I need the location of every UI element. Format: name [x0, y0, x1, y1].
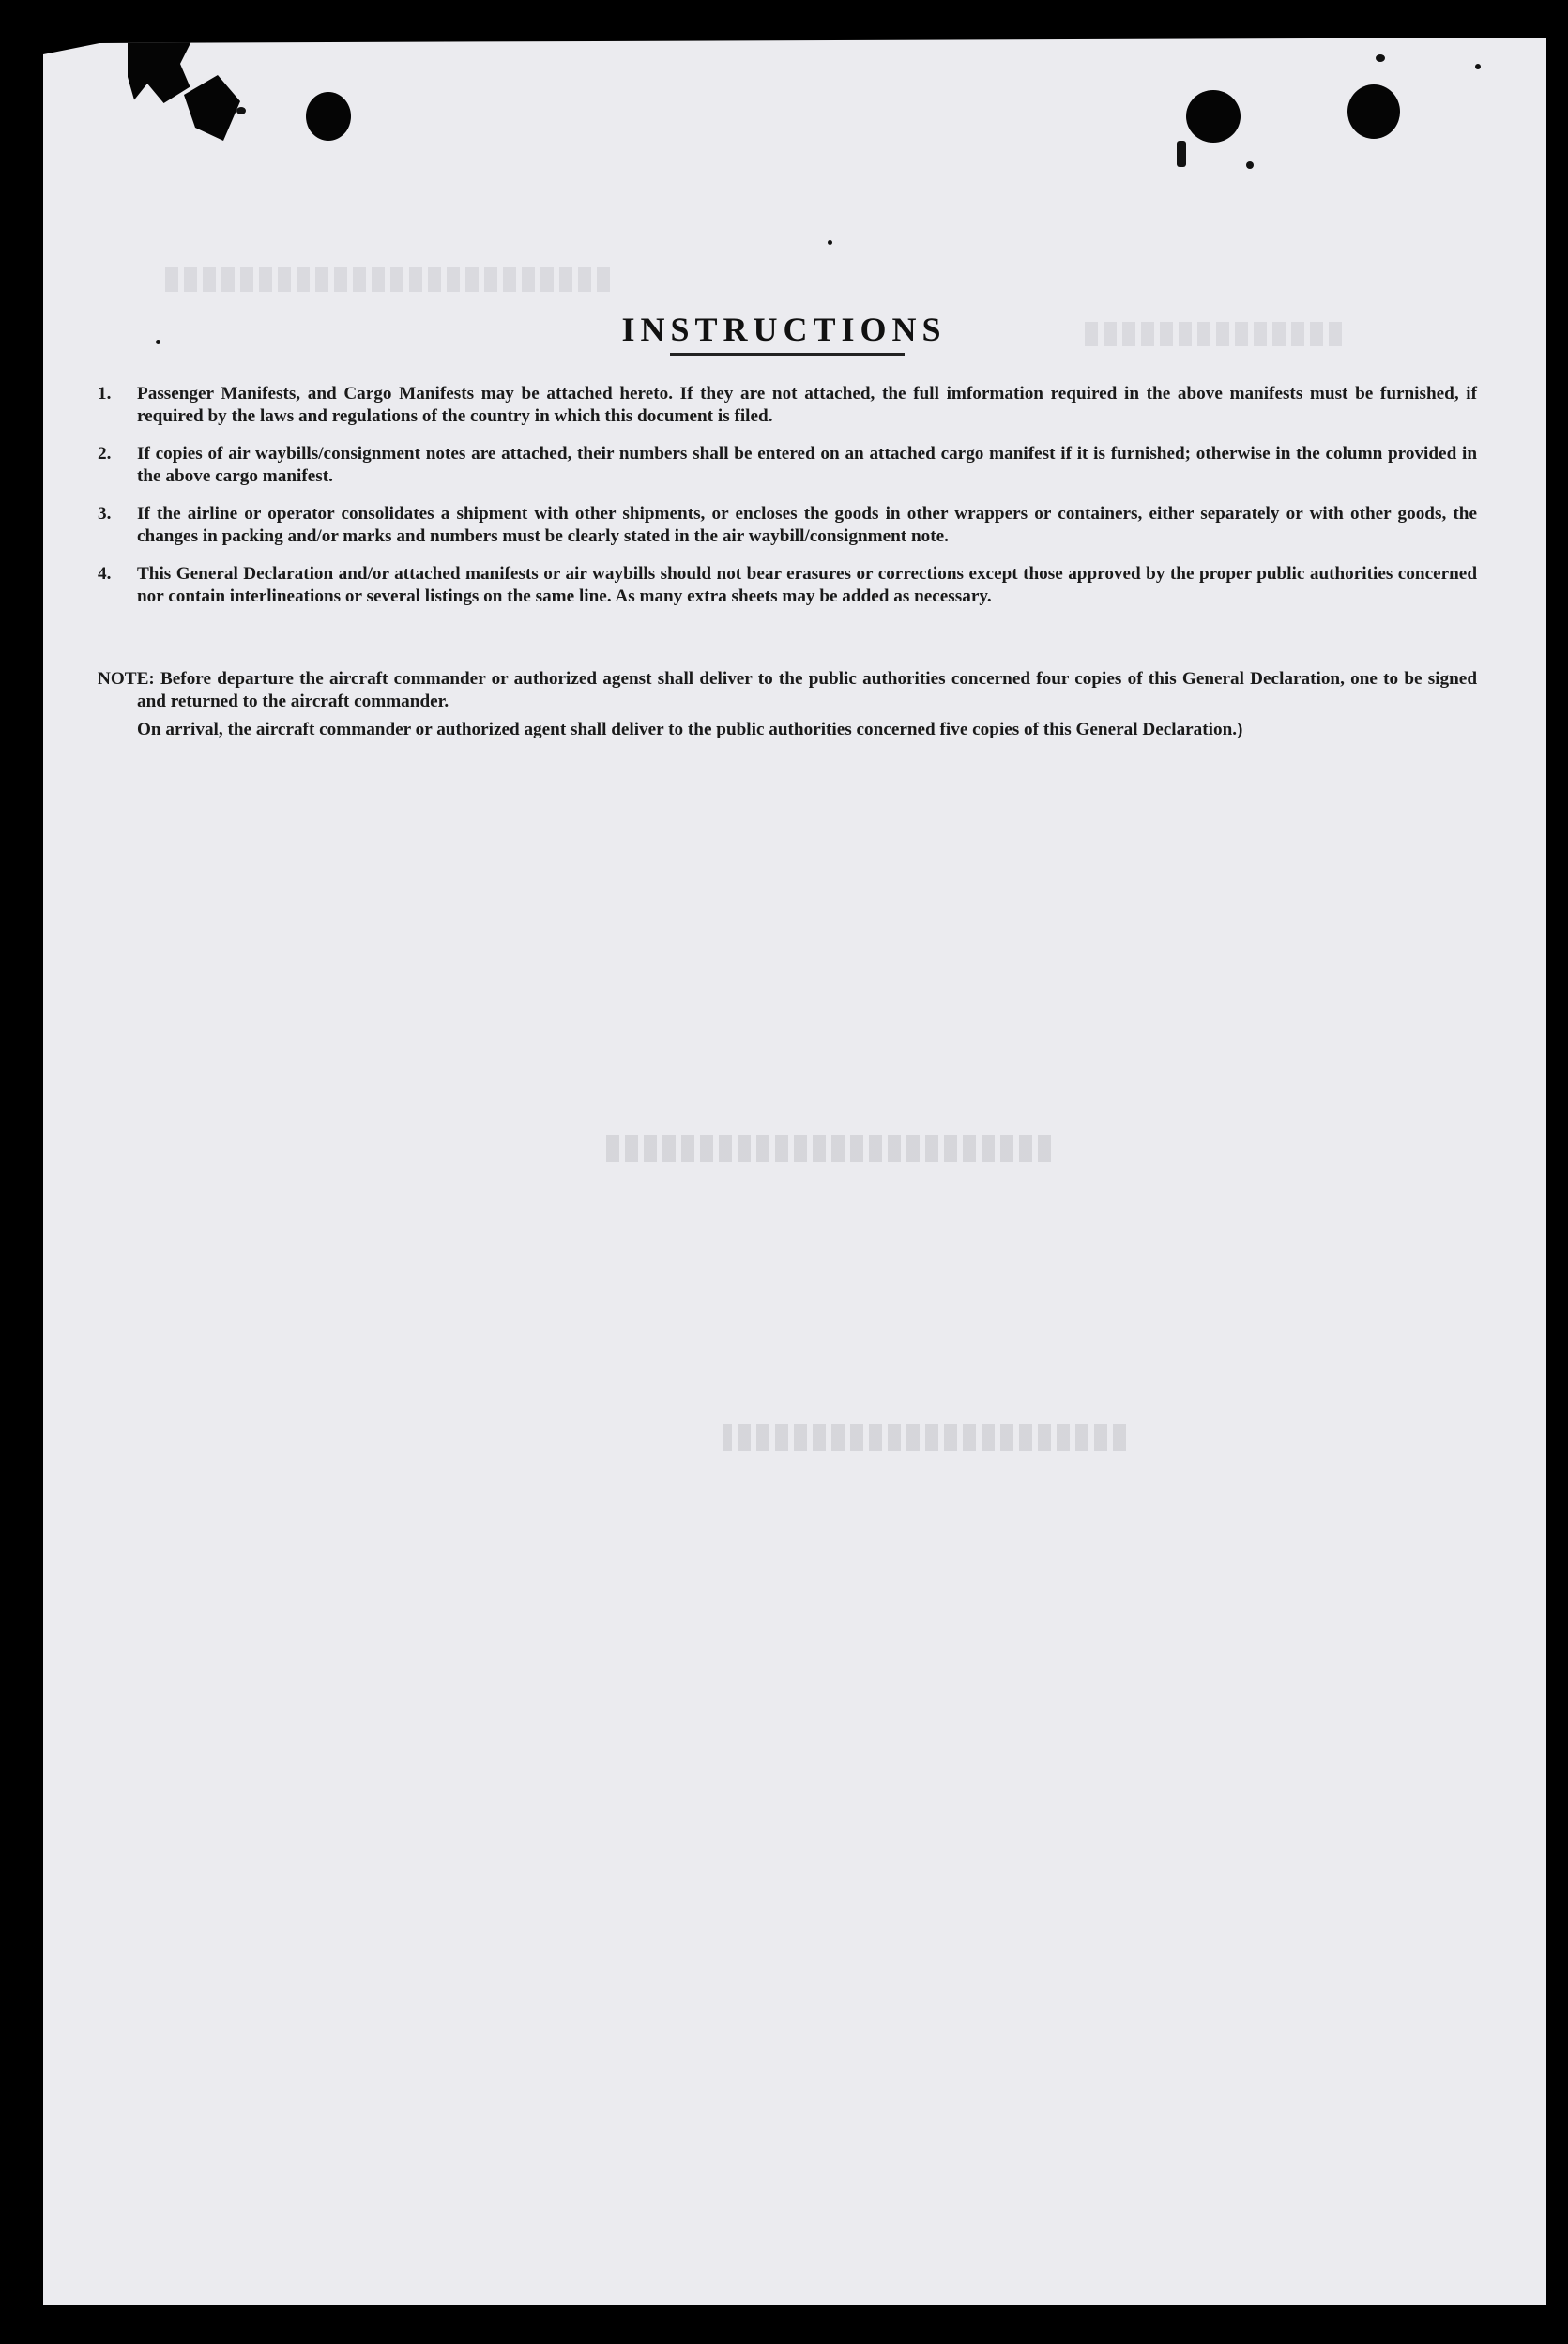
- instruction-number: 2.: [98, 444, 112, 464]
- instruction-text: This General Declaration and/or attached manifests or air waybills should not bear erasures or corrections except those approved by the proper public authorities concerned nor contain interlineations or several listings on the same line. As many extra sheets may be added as necessary.: [137, 564, 1477, 606]
- title-underline: [670, 353, 905, 356]
- speck: [1376, 54, 1385, 62]
- punch-hole-left: [306, 92, 351, 141]
- instruction-item: [98, 563, 1477, 608]
- note-departure: NOTE: Before departure the aircraft commander or authorized agenst shall deliver to the public authorities concerned four copies of this General Declaration, one to be signed and returned to the aircraft commander.: [98, 669, 1477, 711]
- speck: [236, 107, 246, 114]
- document-page: [43, 38, 1546, 2305]
- instructions-list: [98, 383, 1477, 623]
- instruction-text: If copies of air waybills/consignment notes are attached, their numbers shall be entered on an attached cargo manifest if it is furnished; otherwise in the column provided in the above cargo manifest.: [137, 444, 1477, 486]
- departure-arrival-note: [98, 668, 1477, 741]
- instruction-item: [98, 443, 1477, 488]
- speck: [1475, 64, 1481, 69]
- torn-edge: [184, 75, 240, 141]
- note-arrival: On arrival, the aircraft commander or authorized agent shall deliver to the public authorities concerned five copies of this General Declaration.): [137, 720, 1243, 739]
- bleed-through-mark: [723, 1424, 1126, 1451]
- speck: [828, 240, 832, 245]
- speck: [1177, 141, 1186, 167]
- bleed-through-mark: [601, 1135, 1051, 1162]
- page-title: INSTRUCTIONS: [621, 311, 947, 349]
- instruction-item: [98, 503, 1477, 548]
- instruction-number: 4.: [98, 564, 112, 584]
- instruction-number: 1.: [98, 384, 112, 403]
- speck: [1246, 161, 1254, 169]
- instruction-text: If the airline or operator consolidates a shipment with other shipments, or encloses the goods in other wrappers or containers, either separately or with other goods, the changes in packing and/or marks and numbers must be clearly stated in the air waybill/consignment note.: [137, 504, 1477, 546]
- bleed-through-mark: [160, 267, 610, 292]
- torn-corner: [128, 38, 193, 103]
- instruction-number: 3.: [98, 504, 112, 524]
- punch-hole-right-1: [1186, 90, 1241, 143]
- instruction-text: Passenger Manifests, and Cargo Manifests may be attached hereto. If they are not attached, the full imformation required in the above manifests must be furnished, if required by the laws and regulations of the country in which this document is filed.: [137, 384, 1477, 426]
- punch-hole-right-2: [1347, 84, 1400, 139]
- instruction-item: [98, 383, 1477, 428]
